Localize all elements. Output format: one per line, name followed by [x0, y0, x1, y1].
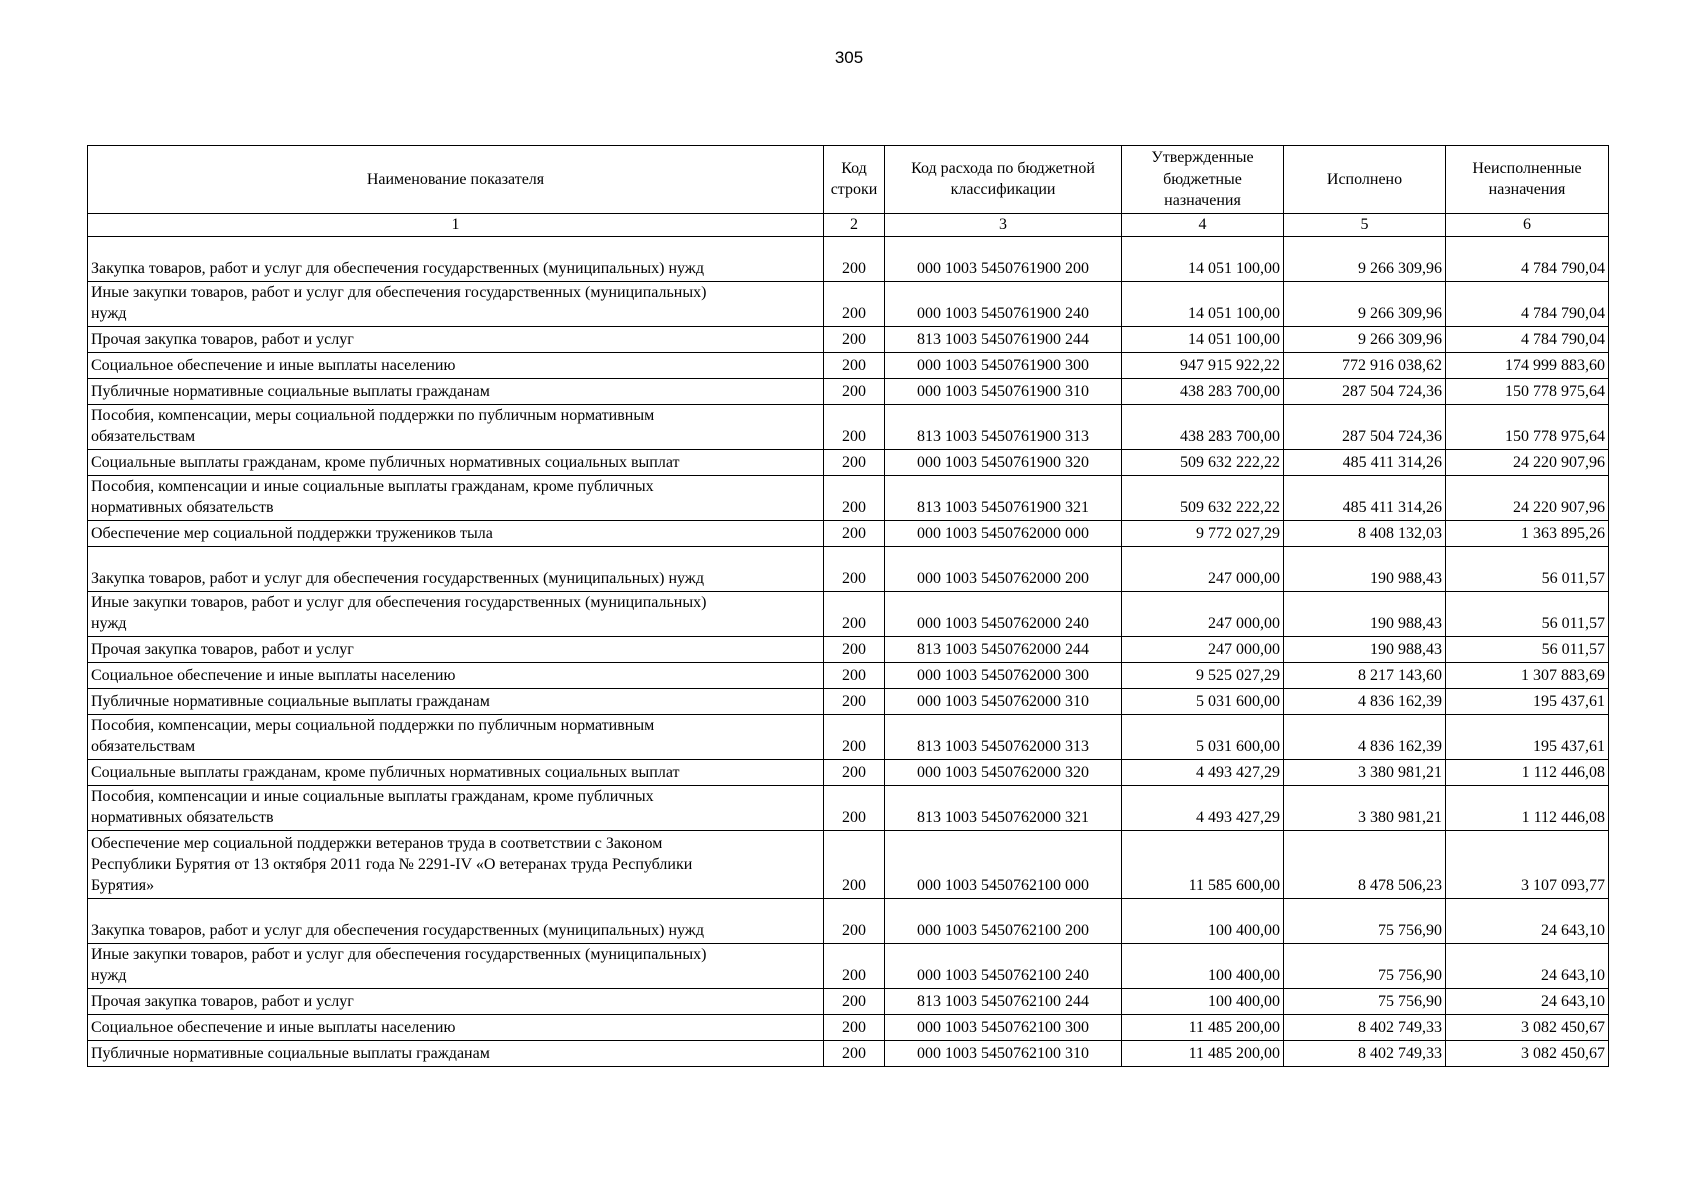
executed-amount-cell: 9 266 309,96	[1284, 326, 1446, 352]
executed-amount-cell: 3 380 981,21	[1284, 759, 1446, 785]
line-code-cell: 200	[824, 449, 885, 475]
budget-code-cell: 813 1003 5450762000 313	[885, 714, 1122, 759]
column-number-row	[88, 213, 1609, 236]
budget-code-cell: 813 1003 5450762000 321	[885, 785, 1122, 830]
indicator-name-cell: Иные закупки товаров, работ и услуг для обеспечения государственных (муниципальных) нужд	[88, 591, 824, 636]
page-number: 305	[834, 48, 864, 67]
column-number: 3	[885, 213, 1122, 236]
unexecuted-amount-cell: 1 112 446,08	[1446, 785, 1609, 830]
indicator-name-cell: Обеспечение мер социальной поддержки ветеранов труда в соответствии с Законом Республики Бурятия от 13 октября 2011 года № 2291-IV «О ветеранах труда Республики Бурятия»	[88, 830, 824, 898]
unexecuted-amount-cell: 3 082 450,67	[1446, 1014, 1609, 1040]
budget-code-cell: 000 1003 5450762100 240	[885, 943, 1122, 988]
table-row	[88, 475, 1609, 520]
header-row	[88, 146, 1609, 214]
executed-amount-cell: 8 478 506,23	[1284, 830, 1446, 898]
indicator-name-cell: Социальное обеспечение и иные выплаты населению	[88, 1014, 824, 1040]
indicator-name-cell: Прочая закупка товаров, работ и услуг	[88, 988, 824, 1014]
approved-amount-cell: 509 632 222,22	[1122, 449, 1284, 475]
budget-code-cell: 000 1003 5450762100 200	[885, 898, 1122, 943]
unexecuted-amount-cell: 24 220 907,96	[1446, 449, 1609, 475]
indicator-name-cell: Обеспечение мер социальной поддержки тружеников тыла	[88, 520, 824, 546]
table-row	[88, 449, 1609, 475]
approved-amount-cell: 9 772 027,29	[1122, 520, 1284, 546]
header-unexecuted: Неисполненные назначения	[1446, 146, 1609, 214]
approved-amount-cell: 11 585 600,00	[1122, 830, 1284, 898]
table-row	[88, 636, 1609, 662]
unexecuted-amount-cell: 56 011,57	[1446, 636, 1609, 662]
table-row	[88, 236, 1609, 281]
indicator-name-cell: Пособия, компенсации, меры социальной поддержки по публичным нормативным обязательствам	[88, 404, 824, 449]
executed-amount-cell: 9 266 309,96	[1284, 281, 1446, 326]
executed-amount-cell: 772 916 038,62	[1284, 352, 1446, 378]
unexecuted-amount-cell: 56 011,57	[1446, 546, 1609, 591]
table-row	[88, 352, 1609, 378]
budget-code-cell: 000 1003 5450761900 240	[885, 281, 1122, 326]
column-number: 2	[824, 213, 885, 236]
approved-amount-cell: 100 400,00	[1122, 898, 1284, 943]
header-executed: Исполнено	[1284, 146, 1446, 214]
executed-amount-cell: 75 756,90	[1284, 898, 1446, 943]
indicator-name-cell: Закупка товаров, работ и услуг для обеспечения государственных (муниципальных) нужд	[88, 546, 824, 591]
line-code-cell: 200	[824, 1040, 885, 1066]
table-row	[88, 759, 1609, 785]
executed-amount-cell: 8 402 749,33	[1284, 1014, 1446, 1040]
unexecuted-amount-cell: 174 999 883,60	[1446, 352, 1609, 378]
executed-amount-cell: 75 756,90	[1284, 943, 1446, 988]
approved-amount-cell: 438 283 700,00	[1122, 404, 1284, 449]
approved-amount-cell: 247 000,00	[1122, 636, 1284, 662]
indicator-name-cell: Социальное обеспечение и иные выплаты населению	[88, 352, 824, 378]
executed-amount-cell: 3 380 981,21	[1284, 785, 1446, 830]
line-code-cell: 200	[824, 591, 885, 636]
budget-code-cell: 000 1003 5450762100 000	[885, 830, 1122, 898]
approved-amount-cell: 11 485 200,00	[1122, 1014, 1284, 1040]
approved-amount-cell: 509 632 222,22	[1122, 475, 1284, 520]
executed-amount-cell: 287 504 724,36	[1284, 404, 1446, 449]
line-code-cell: 200	[824, 662, 885, 688]
unexecuted-amount-cell: 195 437,61	[1446, 714, 1609, 759]
approved-amount-cell: 11 485 200,00	[1122, 1040, 1284, 1066]
line-code-cell: 200	[824, 1014, 885, 1040]
table-row	[88, 326, 1609, 352]
table-row	[88, 785, 1609, 830]
table-row	[88, 520, 1609, 546]
executed-amount-cell: 75 756,90	[1284, 988, 1446, 1014]
table-row	[88, 281, 1609, 326]
budget-code-cell: 000 1003 5450762000 200	[885, 546, 1122, 591]
indicator-name-cell: Публичные нормативные социальные выплаты гражданам	[88, 378, 824, 404]
executed-amount-cell: 8 402 749,33	[1284, 1040, 1446, 1066]
unexecuted-amount-cell: 3 107 093,77	[1446, 830, 1609, 898]
table-row	[88, 898, 1609, 943]
budget-code-cell: 000 1003 5450762000 000	[885, 520, 1122, 546]
table-row	[88, 714, 1609, 759]
executed-amount-cell: 287 504 724,36	[1284, 378, 1446, 404]
column-number: 6	[1446, 213, 1609, 236]
budget-code-cell: 000 1003 5450762000 240	[885, 591, 1122, 636]
approved-amount-cell: 14 051 100,00	[1122, 326, 1284, 352]
approved-amount-cell: 5 031 600,00	[1122, 714, 1284, 759]
approved-amount-cell: 100 400,00	[1122, 943, 1284, 988]
approved-amount-cell: 4 493 427,29	[1122, 785, 1284, 830]
unexecuted-amount-cell: 1 112 446,08	[1446, 759, 1609, 785]
unexecuted-amount-cell: 24 643,10	[1446, 898, 1609, 943]
approved-amount-cell: 9 525 027,29	[1122, 662, 1284, 688]
table-row	[88, 378, 1609, 404]
indicator-name-cell: Публичные нормативные социальные выплаты гражданам	[88, 688, 824, 714]
budget-code-cell: 000 1003 5450761900 310	[885, 378, 1122, 404]
header-approved: Утвержденные бюджетные назначения	[1122, 146, 1284, 214]
budget-code-cell: 813 1003 5450762000 244	[885, 636, 1122, 662]
executed-amount-cell: 4 836 162,39	[1284, 688, 1446, 714]
line-code-cell: 200	[824, 943, 885, 988]
table-row	[88, 1014, 1609, 1040]
executed-amount-cell: 4 836 162,39	[1284, 714, 1446, 759]
indicator-name-cell: Иные закупки товаров, работ и услуг для обеспечения государственных (муниципальных) нужд	[88, 943, 824, 988]
approved-amount-cell: 5 031 600,00	[1122, 688, 1284, 714]
column-number: 4	[1122, 213, 1284, 236]
line-code-cell: 200	[824, 475, 885, 520]
budget-code-cell: 000 1003 5450762100 300	[885, 1014, 1122, 1040]
executed-amount-cell: 485 411 314,26	[1284, 475, 1446, 520]
budget-code-cell: 813 1003 5450761900 321	[885, 475, 1122, 520]
indicator-name-cell: Закупка товаров, работ и услуг для обеспечения государственных (муниципальных) нужд	[88, 236, 824, 281]
unexecuted-amount-cell: 1 363 895,26	[1446, 520, 1609, 546]
approved-amount-cell: 14 051 100,00	[1122, 281, 1284, 326]
line-code-cell: 200	[824, 352, 885, 378]
line-code-cell: 200	[824, 714, 885, 759]
table-row	[88, 1040, 1609, 1066]
budget-code-cell: 000 1003 5450762000 320	[885, 759, 1122, 785]
table-row	[88, 404, 1609, 449]
table-row	[88, 688, 1609, 714]
line-code-cell: 200	[824, 378, 885, 404]
indicator-name-cell: Закупка товаров, работ и услуг для обеспечения государственных (муниципальных) нужд	[88, 898, 824, 943]
budget-code-cell: 000 1003 5450762000 300	[885, 662, 1122, 688]
line-code-cell: 200	[824, 898, 885, 943]
indicator-name-cell: Пособия, компенсации и иные социальные выплаты гражданам, кроме публичных нормативных обязательств	[88, 785, 824, 830]
table-row	[88, 662, 1609, 688]
table-row	[88, 591, 1609, 636]
table-row	[88, 988, 1609, 1014]
indicator-name-cell: Социальное обеспечение и иные выплаты населению	[88, 662, 824, 688]
table-row	[88, 546, 1609, 591]
column-number: 1	[88, 213, 824, 236]
indicator-name-cell: Прочая закупка товаров, работ и услуг	[88, 326, 824, 352]
approved-amount-cell: 947 915 922,22	[1122, 352, 1284, 378]
header-line-code: Код строки	[824, 146, 885, 214]
budget-code-cell: 000 1003 5450762000 310	[885, 688, 1122, 714]
executed-amount-cell: 190 988,43	[1284, 591, 1446, 636]
budget-code-cell: 813 1003 5450762100 244	[885, 988, 1122, 1014]
unexecuted-amount-cell: 24 643,10	[1446, 943, 1609, 988]
line-code-cell: 200	[824, 281, 885, 326]
executed-amount-cell: 190 988,43	[1284, 636, 1446, 662]
header-budget-code: Код расхода по бюджетной классификации	[885, 146, 1122, 214]
unexecuted-amount-cell: 24 643,10	[1446, 988, 1609, 1014]
budget-code-cell: 000 1003 5450761900 320	[885, 449, 1122, 475]
line-code-cell: 200	[824, 988, 885, 1014]
indicator-name-cell: Пособия, компенсации и иные социальные выплаты гражданам, кроме публичных нормативных обязательств	[88, 475, 824, 520]
line-code-cell: 200	[824, 326, 885, 352]
indicator-name-cell: Прочая закупка товаров, работ и услуг	[88, 636, 824, 662]
unexecuted-amount-cell: 150 778 975,64	[1446, 378, 1609, 404]
executed-amount-cell: 190 988,43	[1284, 546, 1446, 591]
budget-code-cell: 813 1003 5450761900 244	[885, 326, 1122, 352]
unexecuted-amount-cell: 3 082 450,67	[1446, 1040, 1609, 1066]
line-code-cell: 200	[824, 636, 885, 662]
executed-amount-cell: 485 411 314,26	[1284, 449, 1446, 475]
line-code-cell: 200	[824, 546, 885, 591]
line-code-cell: 200	[824, 236, 885, 281]
executed-amount-cell: 8 217 143,60	[1284, 662, 1446, 688]
indicator-name-cell: Публичные нормативные социальные выплаты гражданам	[88, 1040, 824, 1066]
table-row	[88, 830, 1609, 898]
budget-execution-table	[87, 145, 1609, 1067]
unexecuted-amount-cell: 56 011,57	[1446, 591, 1609, 636]
unexecuted-amount-cell: 4 784 790,04	[1446, 326, 1609, 352]
approved-amount-cell: 14 051 100,00	[1122, 236, 1284, 281]
approved-amount-cell: 438 283 700,00	[1122, 378, 1284, 404]
approved-amount-cell: 100 400,00	[1122, 988, 1284, 1014]
approved-amount-cell: 4 493 427,29	[1122, 759, 1284, 785]
header-indicator-name: Наименование показателя	[88, 146, 824, 214]
line-code-cell: 200	[824, 404, 885, 449]
approved-amount-cell: 247 000,00	[1122, 546, 1284, 591]
unexecuted-amount-cell: 1 307 883,69	[1446, 662, 1609, 688]
unexecuted-amount-cell: 150 778 975,64	[1446, 404, 1609, 449]
unexecuted-amount-cell: 4 784 790,04	[1446, 236, 1609, 281]
budget-code-cell: 000 1003 5450762100 310	[885, 1040, 1122, 1066]
indicator-name-cell: Пособия, компенсации, меры социальной поддержки по публичным нормативным обязательствам	[88, 714, 824, 759]
budget-code-cell: 000 1003 5450761900 200	[885, 236, 1122, 281]
column-number: 5	[1284, 213, 1446, 236]
unexecuted-amount-cell: 4 784 790,04	[1446, 281, 1609, 326]
executed-amount-cell: 8 408 132,03	[1284, 520, 1446, 546]
indicator-name-cell: Иные закупки товаров, работ и услуг для обеспечения государственных (муниципальных) нужд	[88, 281, 824, 326]
unexecuted-amount-cell: 24 220 907,96	[1446, 475, 1609, 520]
table-row	[88, 943, 1609, 988]
budget-code-cell: 000 1003 5450761900 300	[885, 352, 1122, 378]
line-code-cell: 200	[824, 688, 885, 714]
budget-code-cell: 813 1003 5450761900 313	[885, 404, 1122, 449]
line-code-cell: 200	[824, 785, 885, 830]
executed-amount-cell: 9 266 309,96	[1284, 236, 1446, 281]
line-code-cell: 200	[824, 759, 885, 785]
unexecuted-amount-cell: 195 437,61	[1446, 688, 1609, 714]
line-code-cell: 200	[824, 830, 885, 898]
indicator-name-cell: Социальные выплаты гражданам, кроме публичных нормативных социальных выплат	[88, 449, 824, 475]
approved-amount-cell: 247 000,00	[1122, 591, 1284, 636]
line-code-cell: 200	[824, 520, 885, 546]
indicator-name-cell: Социальные выплаты гражданам, кроме публичных нормативных социальных выплат	[88, 759, 824, 785]
